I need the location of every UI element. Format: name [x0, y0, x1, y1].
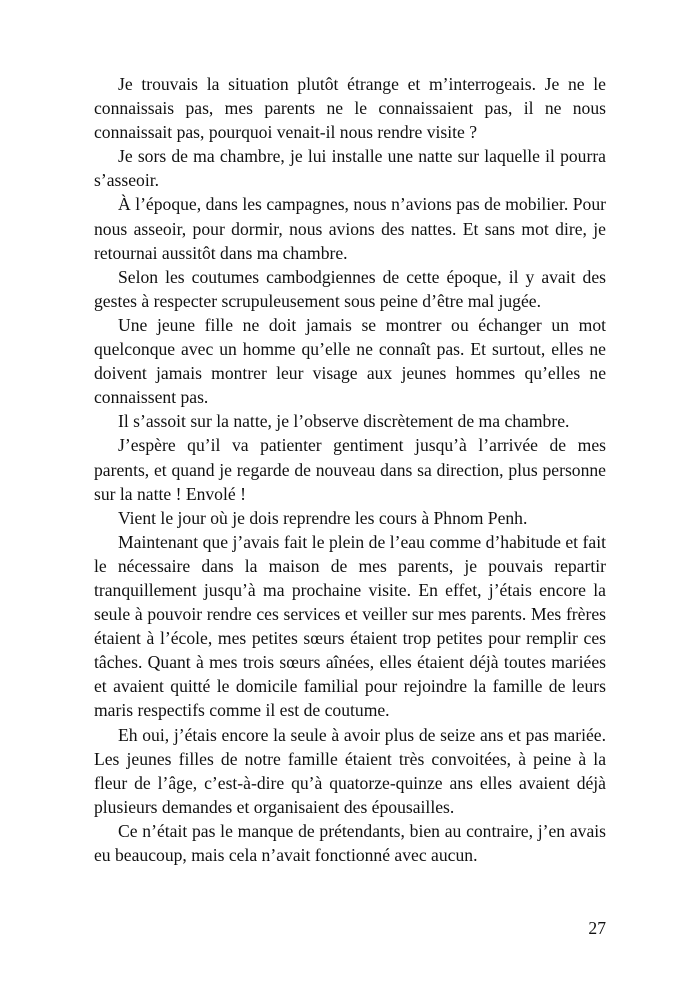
paragraph: Selon les coutumes cambodgiennes de cette époque, il y avait des gestes à respecter scrupuleusement sous peine d’être mal jugée. — [94, 266, 606, 311]
paragraph: À l’époque, dans les campagnes, nous n’avions pas de mobilier. Pour nous asseoir, pour dormir, nous avions des nattes. Et sans mot dire, je retournai aussitôt dans ma chambre. — [94, 194, 606, 263]
paragraph: Une jeune fille ne doit jamais se montrer ou échanger un mot quelconque avec un homme qu’elle ne connaît pas. Et surtout, elles ne doivent jamais montrer leur visage aux jeunes hommes qu’elles ne connaissent pas. — [94, 314, 606, 408]
page-number: 27 — [588, 918, 606, 938]
paragraph: Je trouvais la situation plutôt étrange et m’interrogeais. Je ne le connaissais pas, mes parents ne le connaissaient pas, il ne nous connaissait pas, pourquoi venait-il nous rendre visite ? — [94, 74, 606, 143]
paragraph: Vient le jour où je dois reprendre les cours à Phnom Penh. — [118, 507, 528, 528]
paragraph: Il s’assoit sur la natte, je l’observe discrètement de ma chambre. — [118, 411, 570, 432]
paragraph: Ce n’était pas le manque de prétendants, bien au contraire, j’en avais eu beaucoup, mais cela n’avait fonctionné avec aucun. — [94, 820, 606, 865]
paragraph: Je sors de ma chambre, je lui installe une natte sur laquelle il pourra s’asseoir. — [94, 146, 606, 191]
paragraph: J’espère qu’il va patienter gentiment jusqu’à l’arrivée de mes parents, et quand je regarde de nouveau dans sa direction, plus personne sur la natte ! Envolé ! — [94, 435, 606, 504]
paragraph: Maintenant que j’avais fait le plein de l’eau comme d’habitude et fait le nécessaire dans la maison de mes parents, je pouvais repartir tranquillement jusqu’à ma prochaine visite. En effet, j’étais encore la seule à pouvoir rendre ces services et veiller sur mes parents. Mes frères étaient à l’école, mes petites sœurs étaient trop petites pour remplir ces tâches. Quant à mes trois sœurs aînées, elles étaient déjà toutes mariées et avaient quitté le domicile familial pour rejoindre la famille de leurs maris respectifs comme il est de coutume. — [94, 531, 606, 721]
paragraph: Eh oui, j’étais encore la seule à avoir plus de seize ans et pas mariée. Les jeunes filles de notre famille étaient très convoitées, à peine à la fleur de l’âge, c’est-à-dire qu’à quatorze-quinze ans elles avaient déjà plusieurs demandes et organisaient des épousailles. — [94, 724, 606, 817]
page-body — [94, 72, 606, 867]
